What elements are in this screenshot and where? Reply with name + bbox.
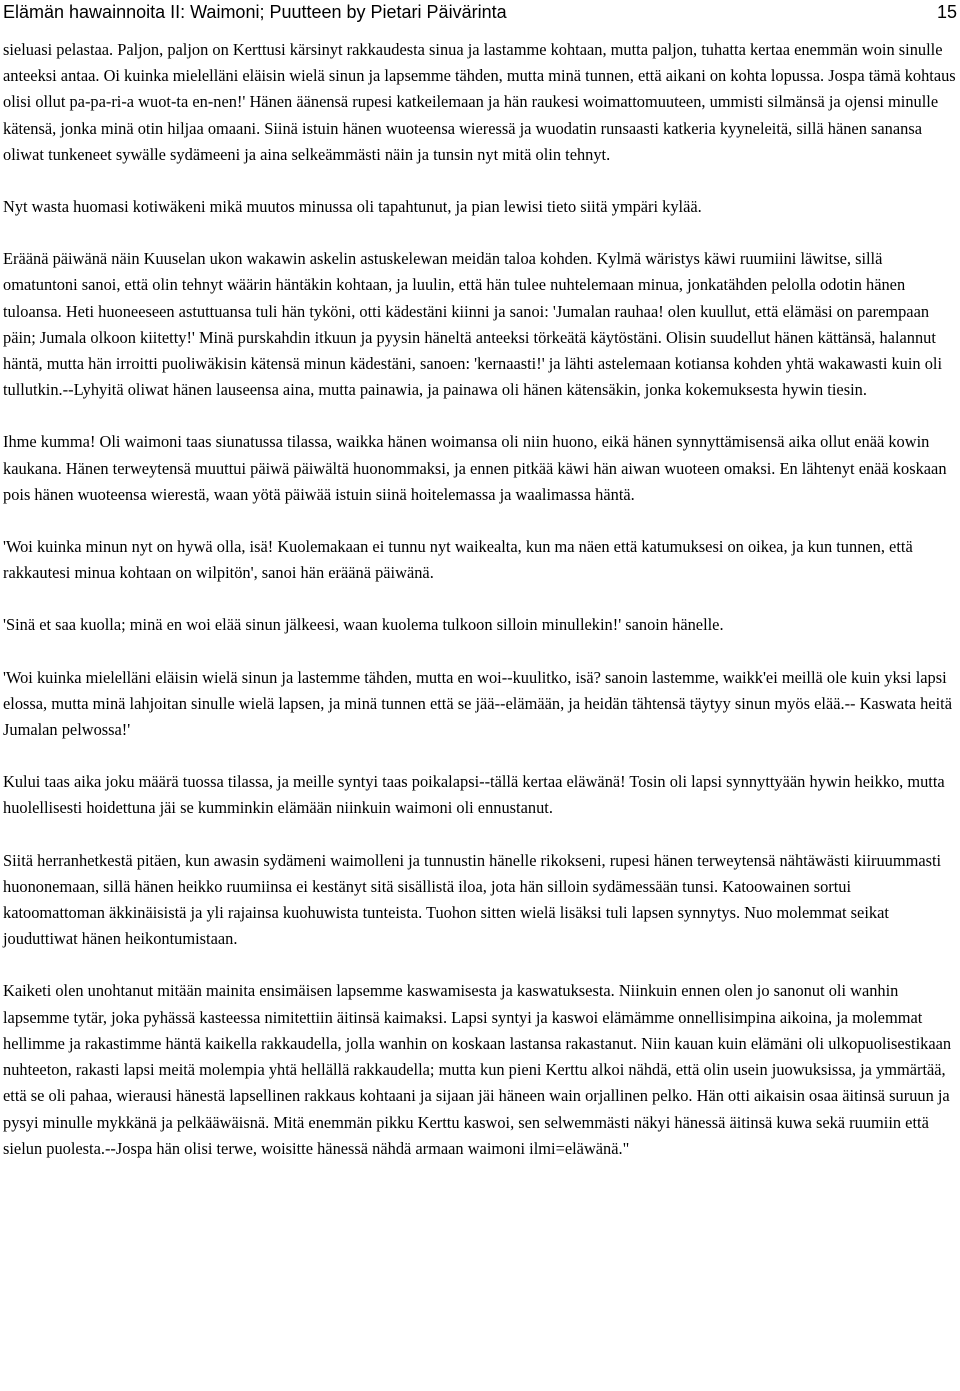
paragraph: Ihme kumma! Oli waimoni taas siunatussa tilassa, waikka hänen woimansa oli niin huono, eikä hänen synnyttämisensä aika ollut enää kowin kaukana. Hänen terweytensä muuttui päiwä päiwältä huonommaksi, ja ennen pitkää käwi hän aiwan wuoteen omaksi. En lähtenyt enää koskaan pois hänen wuoteensa wierestä, waan yötä päiwää istuin siinä hoitelemassa ja waalimassa häntä. [3,432,947,504]
paragraph: 'Woi kuinka minun nyt on hywä olla, isä! Kuolemakaan ei tunnu nyt waikealta, kun ma näen että katumuksesi on oikea, ja kun tunnen, että rakkautesi minua kohtaan on wilpitön', sanoi hän eräänä päiwänä. [3,537,913,583]
paragraph: Kului taas aika joku määrä tuossa tilassa, ja meille syntyi taas poikalapsi--tällä kertaa eläwänä! Tosin oli lapsi synnyttyään hywin heikko, mutta huolellisesti hoidettuna jäi se kumminkin elämään niinkuin waimoni oli ennustanut. [3,772,945,818]
page-number: 15 [936,2,957,22]
document-body [3,37,957,1188]
paragraph: Kaiketi olen unohtanut mitään mainita ensimäisen lapsemme kaswamisesta ja kaswatuksesta. Niinkuin ennen olen jo sanonut oli wanhin lapsemme tytär, joka pyhässä kasteessa nimitettiin äitinsä kaimaksi. Lapsi syntyi ja kaswoi elämämme onnellisimpina aikoina, ja molemmat hellimme ja rakastimme häntä kaikella rakkaudella, jolla wanhin on koskaan lastansa rakastanut. Niin kauan kuin elämäni oli ulkopuolisestikaan nuhteeton, rakasti lapsi meitä molempia yhtä hellällä rakkaudella; mutta kun pieni Kerttu alkoi nähdä, että olin usein juowuksissa, ja ymmärtää, että se oli pahaa, wierausi hänestä lapsellinen rakkaus kohtaani ja sijaan jäi häneen wain orjallinen pelko. Hän otti aikaisin osaa äitinsä suruun ja pysyi minulle mykkänä ja pelkääwäisnä. Mitä enemmän pikku Kerttu kaswoi, sen selwemmästi näkyi hänessä äitinsä kuwa sekä ruumiin että sielun puolesta.--Jospa hän olisi terwe, woisitte hänessä nähdä armaan waimoni ilmi=eläwänä." [3,981,952,1158]
paragraph: sieluasi pelastaa. Paljon, paljon on Kerttusi kärsinyt rakkaudesta sinua ja lastamme kohtaan, mutta paljon, tuhatta kertaa enemmän woin sinulle anteeksi antaa. Oi kuinka mielelläni eläisin wielä sinun ja lapsemme tähden, mutta minä tunnen, että aikani on kohta lopussa. Jospa tämä kohtaus olisi ollut pa-pa-ri-a wuot-ta en-nen!' Hänen äänensä rupesi katkeilemaan ja hän raukesi woimattomuuteen, ummisti silmänsä ja ojensi minulle kätensä, jonka minä otin hiljaa omaani. Siinä istuin hänen wuoteensa wieressä ja wuodatin runsaasti katkeria kyyneleitä, sillä hänen sanansa oliwat tunkeneet sywälle sydämeeni ja aina selkeämmästi näin ja tunsin nyt mitä olin tehnyt. [3,40,956,164]
page-header [3,0,957,28]
paragraph: 'Woi kuinka mielelläni eläisin wielä sinun ja lastemme tähden, mutta en woi--kuulitko, isä? sanoin lastemme, waikk'ei meillä ole kuin yksi lapsi elossa, mutta minä lahjoitan sinulle wielä lapsen, ja minä tunnen että se jää--elämään, ja heidän tähtensä täytyy sinun myös elää.-- Kaswata heitä Jumalan pelwossa!' [3,667,952,740]
paragraph: Nyt wasta huomasi kotiwäkeni mikä muutos minussa oli tapahtunut, ja pian lewisi tieto siitä ympäri kylää. [3,197,702,217]
paragraph: 'Sinä et saa kuolla; minä en woi elää sinun jälkeesi, waan kuolema tulkoon silloin minullekin!' sanoin hänelle. [3,615,724,635]
paragraph: Siitä herranhetkestä pitäen, kun awasin sydämeni waimolleni ja tunnustin hänelle rikokseni, rupesi hänen terweytensä nähtäwästi kiiruummasti huononemaan, sillä hänen heikko ruumiinsa ei kestänyt sitä sisällistä iloa, jota hän silloin sydämessään tunsi. Katoowainen sortui katoomattoman äkkinäisistä ja yli rajainsa kuohuwista tunteista. Tuohon sitten wielä lisäksi tuli lapsen synnytys. Nuo molemmat seikat jouduttiwat hänen heikontumistaan. [3,850,942,949]
document-title: Elämän hawainnoita II: Waimoni; Puutteen by Pietari Päivärinta [3,2,507,22]
paragraph: Eräänä päiwänä näin Kuuselan ukon wakawin askelin astuskelewan meidän taloa kohden. Kylmä wäristys käwi ruumiini läwitse, sillä omatuntoni sanoi, että olin tehnyt wäärin häntäkin kohtaan, ja luulin, että hän tulee nuhtelemaan minua, jonkatähden pelolla odotin hänen tuloansa. Heti huoneeseen astuttuansa tuli hän tyköni, otti kädestäni kiinni ja sanoi: 'Jumalan rauhaa! olen kuullut, että elämäsi on parempaan päin; Jumala olkoon kiitetty!' Minä purskahdin itkuun ja pyysin häneltä anteeksi törkeätä käytöstäni. Olisin suudellut hänen kättänsä, halannut häntä, mutta hän irroitti puoliwäkisin kätensä minun kädestäni, sanoen: 'kernaasti!' ja lähti astelemaan kotiansa kohden yhtä wakawasti kuin oli tullutkin.--Lyhyitä oliwat hänen lauseensa aina, mutta painawia, ja painawa oli hänen kätensäkin, jonka kokemuksesta hywin tiesin. [3,249,943,400]
